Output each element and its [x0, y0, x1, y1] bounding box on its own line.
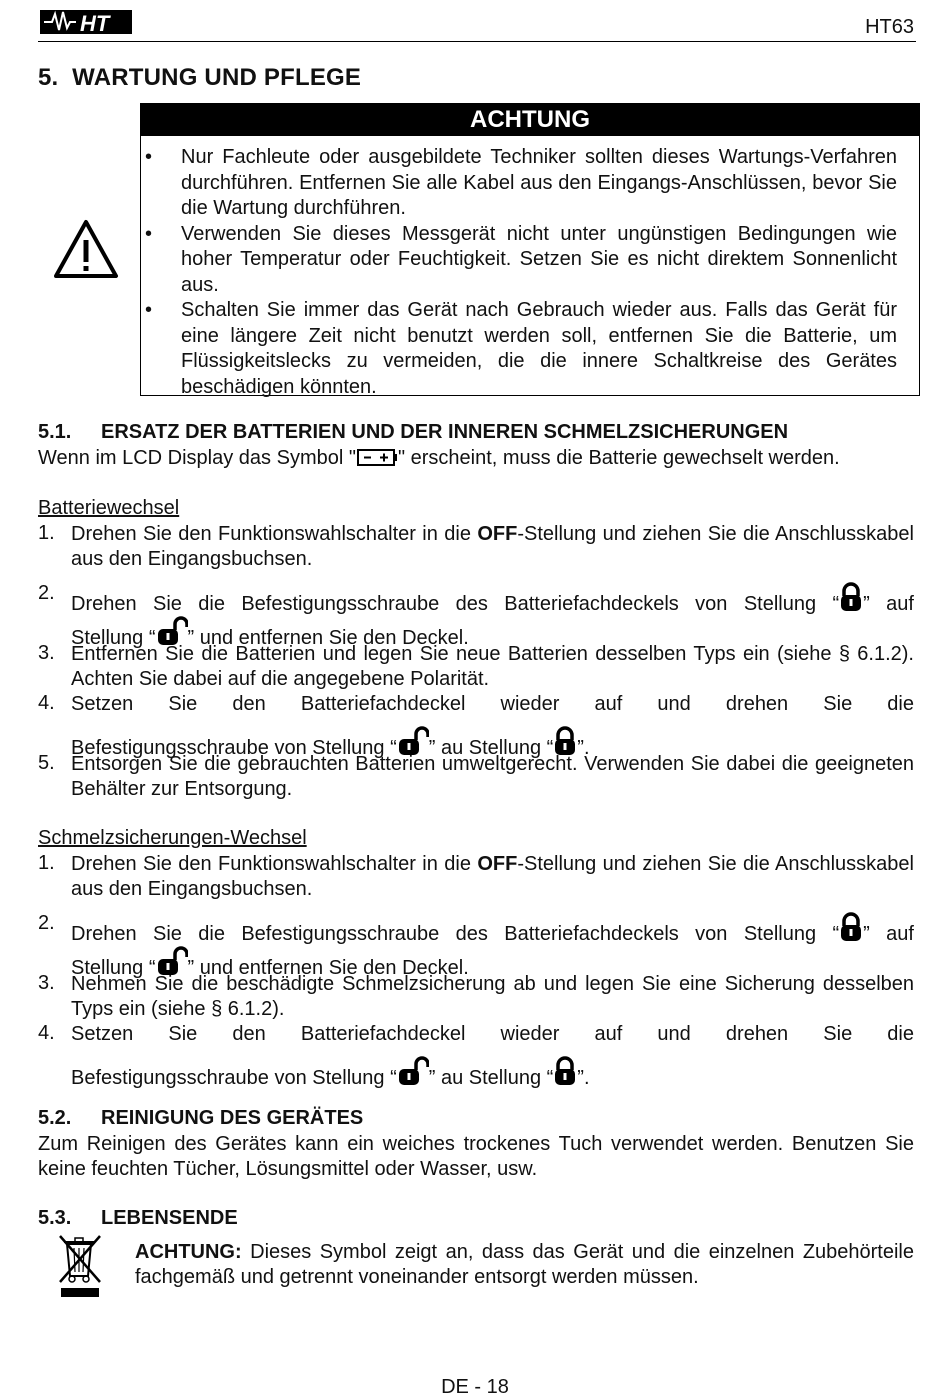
warning-list — [141, 136, 919, 400]
list-item: • Verwenden Sie dieses Messgerät nicht unter ungünstigen Bedingungen wie hoher Temperatur oder Feuchtigkeit. Setzen Sie es nicht direktem Sonnenlicht aus. — [145, 222, 897, 296]
list-item: 1. Drehen Sie den Funktionswahlschalter in die OFF-Stellung und ziehen Sie die Anschlusskabel aus den Eingangsbuchsen. — [38, 522, 914, 570]
list-item-continued: Stellung “ ” und entfernen Sie den Deckel. — [38, 946, 914, 981]
page-number: DE - 18 — [441, 1376, 509, 1398]
battery-intro: Wenn im LCD Display das Symbol " " erscheint, muss die Batterie gewechselt werden. — [38, 447, 840, 469]
disposal-text: ACHTUNG: Dieses Symbol zeigt an, dass das Gerät und die einzelnen Zubehörteile fachgemäß und getrennt voneinander entsorgt werden müssen. — [135, 1241, 914, 1288]
section-heading: 5. WARTUNG UND PFLEGE — [38, 64, 362, 91]
list-item: 4. Setzen Sie den Batteriefachdeckel wieder auf und drehen Sie die — [38, 692, 914, 715]
subsection-heading-5-3: 5.3. LEBENSENDE — [38, 1207, 238, 1229]
warning-triangle-icon — [52, 218, 120, 280]
list-item: 5. Entsorgen Sie die gebrauchten Batterien umweltgerecht. Verwenden Sie dabei die geeigneten Behälter zur Entsorgung. — [38, 752, 914, 800]
list-item: 3. Entfernen Sie die Batterien und legen Sie neue Batterien desselben Typs ein (siehe § 6.1.2). Achten Sie dabei auf die angegebene Polarität. — [38, 642, 914, 690]
battery-heading: Batteriewechsel — [38, 497, 180, 519]
subsection-heading-5-1: 5.1. ERSATZ DER BATTERIEN UND DER INNEREN SCHMELZSICHERUNGEN — [38, 421, 789, 443]
list-item-continued: Stellung “ ” und entfernen Sie den Deckel. — [38, 616, 914, 651]
cleaning-text: Zum Reinigen des Gerätes kann ein weiches trockenes Tuch verwendet werden. Benutzen Sie keine feuchten Tücher, Lösungsmittel oder Wasser, usw. — [38, 1133, 914, 1180]
subsection-heading-5-2: 5.2. REINIGUNG DES GERÄTES — [38, 1107, 364, 1129]
list-item: 3. Nehmen Sie die beschädigte Schmelzsicherung ab und legen Sie eine Sicherung desselben Typs ein (siehe § 6.1.2). — [38, 972, 914, 1020]
list-item: 2. Drehen Sie die Befestigungsschraube des Batteriefachdeckels von Stellung “ ” auf — [38, 582, 914, 615]
warning-title: ACHTUNG — [141, 104, 919, 136]
weee-bin-icon — [56, 1232, 104, 1300]
lock-closed-icon — [553, 1056, 577, 1086]
list-item: 2. Drehen Sie die Befestigungsschraube des Batteriefachdeckels von Stellung “ ” auf — [38, 912, 914, 945]
list-item-continued: Befestigungsschraube von Stellung “ ” au Stellung “ ”. — [38, 726, 914, 761]
list-item: 1. Drehen Sie den Funktionswahlschalter in die OFF-Stellung und ziehen Sie die Anschlusskabel aus den Eingangsbuchsen. — [38, 852, 914, 900]
warning-box — [140, 103, 920, 396]
list-item: • Schalten Sie immer das Gerät nach Gebrauch wieder aus. Falls das Gerät für eine längere Zeit nicht benutzt werden soll, entfernen Sie die Batterie, um Flüssigkeitslecks zu vermeiden, die die innere Schaltkreise des Gerätes beschädigen könnten. — [145, 299, 897, 398]
list-item: • Nur Fachleute oder ausgebildete Techniker sollten dieses Wartungs-Verfahren durchführen. Entfernen Sie alle Kabel aus den Eingangs-Anschlüssen, bevor Sie die Wartung durchführen. — [145, 146, 897, 219]
lock-closed-icon — [839, 912, 863, 942]
svg-text:HT: HT — [80, 11, 110, 36]
lock-closed-icon — [839, 582, 863, 612]
ht-logo — [40, 6, 132, 36]
list-item: 4. Setzen Sie den Batteriefachdeckel wieder auf und drehen Sie die — [38, 1022, 914, 1045]
model-name: HT63 — [865, 16, 914, 38]
list-item-continued: Befestigungsschraube von Stellung “ ” au Stellung “ ”. — [38, 1056, 914, 1091]
battery-icon — [356, 447, 398, 467]
page-header — [38, 4, 916, 42]
lock-open-icon — [397, 1056, 429, 1086]
fuse-heading: Schmelzsicherungen-Wechsel — [38, 827, 307, 849]
